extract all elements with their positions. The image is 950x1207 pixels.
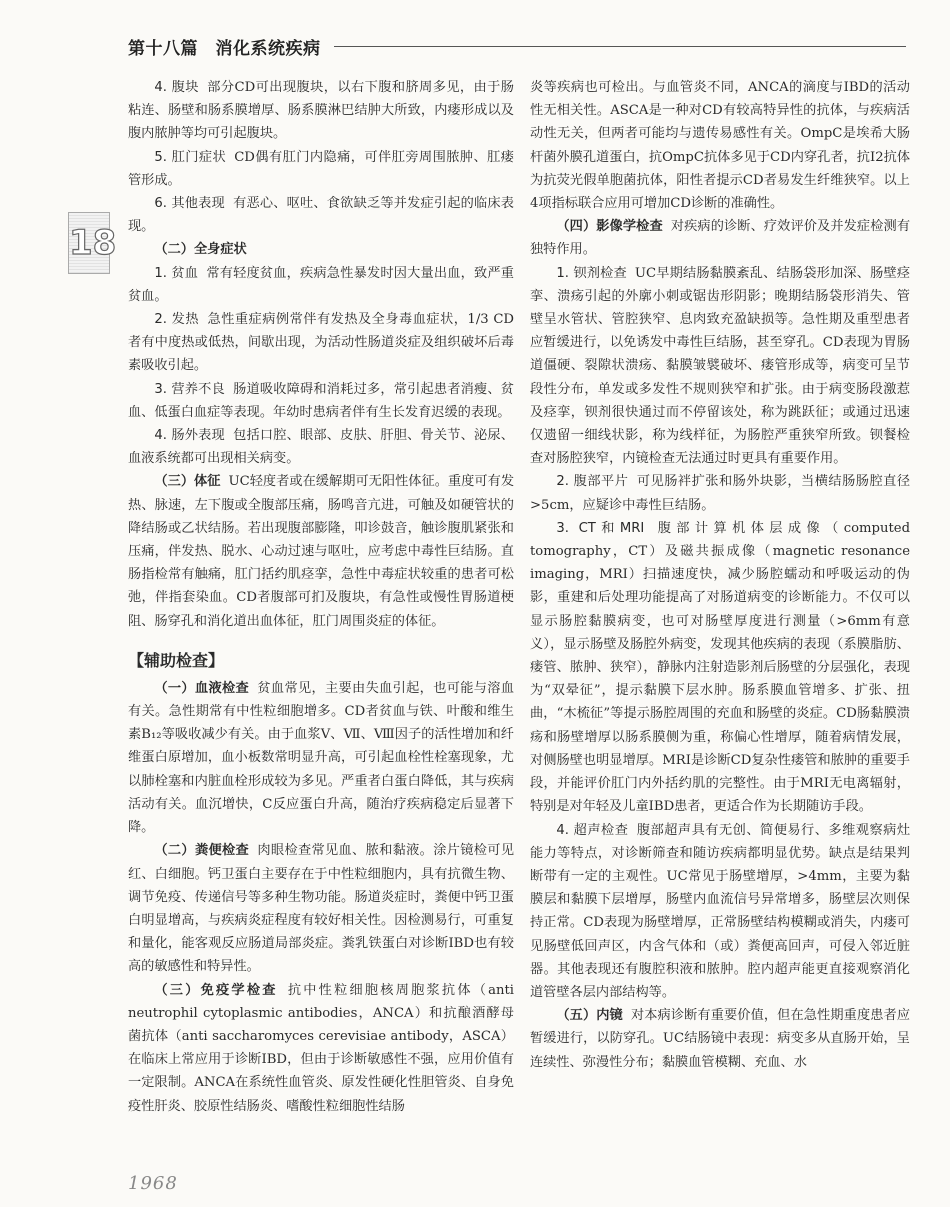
paragraph-text: 常有轻度贫血，疾病急性暴发时因大量出血，致严重贫血。 bbox=[128, 265, 514, 304]
paragraph-lead: 2. 发热 bbox=[154, 312, 200, 328]
paragraph bbox=[128, 146, 514, 192]
paragraph-text: 急性重症病例常伴有发热及全身毒血症状，1/3 CD者有中度热或低热，间歇出现，为活动性肠道炎症及组织破坏后毒素吸收引起。 bbox=[128, 312, 515, 374]
paragraph-text: UC轻度者或在缓解期可无阳性体征。重度可有发热、脉速，左下腹或全腹部压痛，肠鸣音亢进，可触及如硬管状的降结肠或乙状结肠。若出现腹部膨隆，叩诊鼓音，触诊腹肌紧张和压痛，伴发热、脱水、心动过速与呕吐，应考虑中毒性巨结肠。直肠指检常有触痛，肛门括约肌痉挛，急性中毒症状较重的患者可松弛，伴指套染血。CD者腹部可扪及腹块，有急性或慢性胃肠道梗阻、肠穿孔和消化道出血体征，肛门周围炎症的体征。 bbox=[128, 474, 515, 629]
paragraph-text: 肉眼检查常见血、脓和黏液。涂片镜检可见红、白细胞。钙卫蛋白主要存在于中性粒细胞内，具有抗微生物、调节免疫、传递信号等多种生物功能。肠道炎症时，粪便中钙卫蛋白明显增高，与疾病炎症程度有较好相关性。因检测易行，可重复和量化，能客观反应肠道局部炎症。粪乳铁蛋白对诊断IBD也有较高的敏感性和特异性。 bbox=[128, 843, 515, 975]
paragraph-lead: 4. 腹块 bbox=[154, 80, 199, 95]
paragraph-text: UC早期结肠黏膜紊乱、结肠袋形加深、肠壁痉挛、溃疡引起的外廓小刺或锯齿形阴影；晚期结肠袋形消失、管壁呈水管状、管腔狭窄、息肉致充盈缺损等。急性期及重型患者应暂缓进行，以免诱发中毒性巨结肠，甚至穿孔。CD表现为胃肠道僵硬、裂隙状溃疡、黏膜皱襞破坏、瘘管形成等，病变可呈节段性分布，单发或多发性不规则狭窄和扩张。由于病变肠段激惹及痉挛，钡剂很快通过而不停留该处，称为跳跃征；或通过迅速仅遗留一细线状影，称为线样征，为肠腔严重狭窄所致。钡餐检查对肠腔狭窄，内镜检查无法通过时更具有重要作用。 bbox=[530, 265, 911, 467]
paragraph-lead: 4. 超声检查 bbox=[556, 822, 629, 838]
paragraph-lead: 3. 营养不良 bbox=[154, 381, 225, 397]
paragraph-text: CD偶有肛门内隐痛，可伴肛旁周围脓肿、肛瘘管形成。 bbox=[128, 149, 514, 188]
part-title: 第十八篇 消化系统疾病 bbox=[128, 39, 321, 59]
paragraph bbox=[128, 76, 514, 146]
paragraph-text: 对疾病的诊断、疗效评价及并发症检测有独特作用。 bbox=[530, 219, 911, 258]
paragraph-lead: （三）体征 bbox=[154, 474, 221, 490]
paragraph-lead: （五）内镜 bbox=[556, 1008, 623, 1024]
paragraph-text: 腹部计算机体层成像（computed tomography，CT）及磁共振成像（magnetic resonance imaging，MRI）扫描速度快，减少肠腔蠕动和呼吸运动的伪影，重建和后处理功能提高了对肠道病变的诊断能力。不仅可以显示肠腔黏膜病变，也可对肠壁厚度进行测量（>6mm有意义），显示肠壁及肠腔外病变，发现其他疾病的表现（系膜脂肪、瘘管、脓肿、狭窄），静脉内注射造影剂后肠壁的分层强化，表现为“双晕征”，提示黏膜下层水肿。肠系膜血管增多、扩张、扭曲，“木梳征”等提示肠腔周围的充血和肠壁的炎症。CD肠黏膜溃疡和肠壁增厚以肠系膜侧为重，称偏心性增厚，随着病情发展，对侧肠壁也明显增厚。MRI是诊断CD复杂性瘘管和脓肿的重要手段，并能评价肛门内外括约肌的完整性。由于MRI无电离辐射，特别是对年轻及儿童IBD患者，更适合作为长期随访手段。 bbox=[530, 520, 911, 815]
paragraph-lead: 5. 肛门症状 bbox=[154, 149, 227, 165]
paragraph bbox=[128, 308, 514, 378]
right-column bbox=[530, 76, 910, 1074]
page-number: 1968 bbox=[128, 1173, 178, 1194]
paragraph bbox=[128, 979, 514, 1118]
paragraph bbox=[128, 192, 514, 238]
paragraph bbox=[128, 470, 514, 632]
subheading: （二）全身症状 bbox=[154, 242, 247, 258]
paragraph bbox=[530, 819, 910, 1005]
paragraph-text: 肠道吸收障碍和消耗过多，常引起患者消瘦、贫血、低蛋白血症等表现。年幼时患病者伴有生长发育迟缓的表现。 bbox=[128, 381, 514, 420]
paragraph-lead: 6. 其他表现 bbox=[154, 196, 225, 212]
paragraph bbox=[530, 76, 910, 215]
paragraph-text: 抗中性粒细胞核周胞浆抗体（anti neutrophil cytoplasmic antibodies，ANCA）和抗酿酒酵母菌抗体（anti saccharomyces cerevisiae antibody，ASCA）在临床上常应用于诊断IBD，但由于诊断敏感性不强，应用价值有一定限制。ANCA在系统性血管炎、原发性硬化性胆管炎、自身免疫性肝炎、胶原性结肠炎、嗜酸性粒细胞性结肠 bbox=[128, 982, 515, 1114]
paragraph bbox=[128, 839, 514, 978]
paragraph-lead: 3. CT和MRI bbox=[556, 520, 645, 536]
paragraph-lead: 2. 腹部平片 bbox=[556, 474, 629, 490]
paragraph bbox=[128, 424, 514, 470]
paragraph-text: 炎等疾病也可检出。与血管炎不同，ANCA的滴度与IBD的活动性无相关性。ASCA是一种对CD有较高特异性的抗体，与疾病活动性无关，但两者可能均与遗传易感性有关。OmpC是埃希大肠杆菌外膜孔道蛋白，抗OmpC抗体多见于CD内穿孔者，抗I2抗体为抗荧光假单胞菌抗体，阳性者提示CD者易发生纤维狭窄。以上4项指标联合应用可增加CD诊断的准确性。 bbox=[530, 80, 910, 212]
paragraph bbox=[128, 378, 514, 424]
paragraph bbox=[530, 1004, 910, 1074]
paragraph-text: 可见肠袢扩张和肠外块影，当横结肠肠腔直径>5cm，应疑诊中毒性巨结肠。 bbox=[530, 474, 911, 513]
paragraph-text: 有恶心、呕吐、食欲缺乏等并发症引起的临床表现。 bbox=[128, 196, 514, 235]
paragraph-lead: （四）影像学检查 bbox=[556, 219, 663, 235]
paragraph-lead: 4. 肠外表现 bbox=[154, 428, 225, 444]
paragraph bbox=[530, 470, 910, 516]
paragraph bbox=[530, 262, 910, 471]
running-header bbox=[128, 34, 906, 60]
paragraph bbox=[530, 517, 910, 819]
paragraph-text: 腹部超声具有无创、简便易行、多维观察病灶能力等特点，对诊断筛查和随访疾病都明显优势。缺点是结果判断带有一定的主观性。UC常见于肠壁增厚，>4mm，主要为黏膜层和黏膜下层增厚，肠壁内血流信号异常增多，肠壁层次则保持正常。CD表现为肠壁增厚，正常肠壁结构模糊或消失，内瘘可见肠壁低回声区，内含气体和（或）粪便高回声，可侵入邻近脏器。其他表现还有腹腔积液和脓肿。腔内超声能更直接观察消化道管壁各层内部结构等。 bbox=[530, 822, 911, 1000]
paragraph-lead: （三）免疫学检查 bbox=[154, 982, 278, 998]
paragraph-text: 部分CD可出现腹块，以右下腹和脐周多见，由于肠粘连、肠壁和肠系膜增厚、肠系膜淋巴结肿大所致，内瘘形成以及腹内脓肿等均可引起腹块。 bbox=[128, 80, 514, 142]
paragraph-text: 对本病诊断有重要价值，但在急性期重度患者应暂缓进行，以防穿孔。UC结肠镜中表现：病变多从直肠开始，呈连续性、弥漫性分布；黏膜血管模糊、充血、水 bbox=[530, 1008, 911, 1070]
paragraph bbox=[128, 677, 514, 839]
chapter-thumb-tab: 18 bbox=[68, 212, 110, 274]
paragraph-lead: （二）粪便检查 bbox=[154, 843, 250, 859]
paragraph-text: 包括口腔、眼部、皮肤、肝胆、骨关节、泌尿、血液系统都可出现相关病变。 bbox=[128, 428, 514, 467]
header-rule bbox=[334, 46, 906, 47]
paragraph-lead: 1. 钡剂检查 bbox=[556, 265, 627, 281]
paragraph bbox=[530, 215, 910, 261]
left-column bbox=[128, 76, 514, 1118]
paragraph bbox=[128, 262, 514, 308]
paragraph-lead: 1. 贫血 bbox=[154, 265, 199, 281]
paragraph-text: 贫血常见，主要由失血引起，也可能与溶血有关。急性期常有中性粒细胞增多。CD者贫血与铁、叶酸和维生素B₁₂等吸收减少有关。由于血浆Ⅴ、Ⅶ、Ⅷ因子的活性增加和纤维蛋白原增加，血小板数常明显升高，可引起血栓性栓塞现象，尤以肺栓塞和内脏血栓形成较为多见。严重者白蛋白降低，其与疾病活动有关。血沉增快，C反应蛋白升高，随治疗疾病稳定后显著下降。 bbox=[128, 680, 515, 836]
section-heading: 【辅助检查】 bbox=[128, 650, 225, 670]
paragraph-lead: （一）血液检查 bbox=[154, 680, 250, 696]
